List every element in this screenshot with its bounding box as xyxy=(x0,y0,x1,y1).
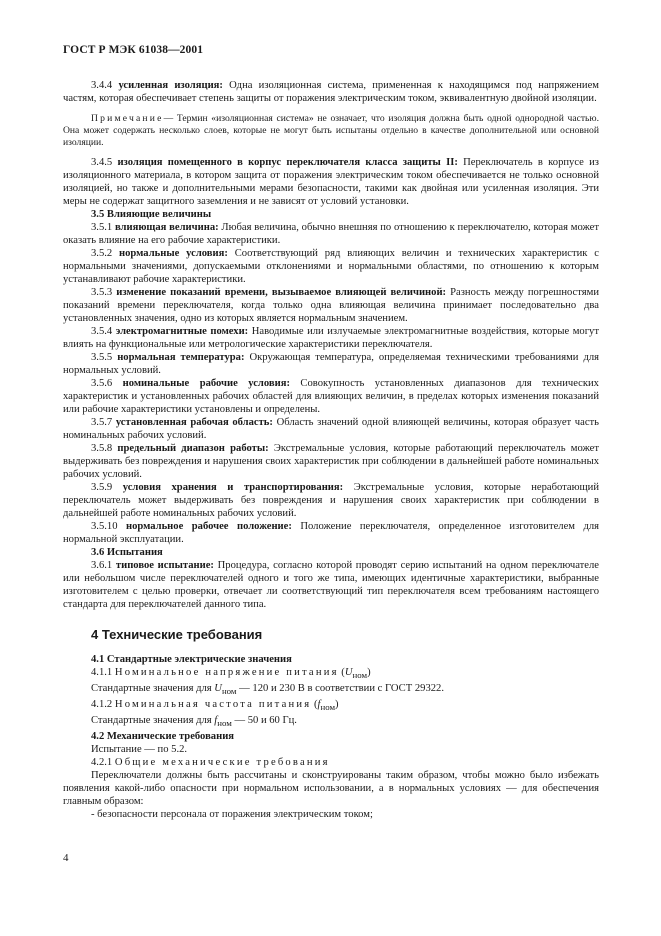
clause-3-5-4: 3.5.4 электромагнитные помехи: Наводимые или излучаемые электромагнитные воздействия, которые могут влиять на функциональные или метрологические характеристики переключателя. xyxy=(63,326,599,350)
document-header: ГОСТ Р МЭК 61038—2001 xyxy=(63,44,204,56)
term: нормальная температура: xyxy=(117,352,245,363)
term: нормальное рабочее положение: xyxy=(125,521,292,532)
term: нормальные условия: xyxy=(119,248,228,259)
term: изменение показаний времени, вызываемое влияющей величиной: xyxy=(116,287,447,298)
clause-4-2-1-title: 4.2.1 Общие механические требования xyxy=(91,757,330,769)
term: условия хранения и транспортирования: xyxy=(122,482,344,493)
document-body xyxy=(63,79,599,821)
clause-3-5-8: 3.5.8 предельный диапазон работы: Экстремальные условия, которые работающий переключатель может выдерживать без повреждения и нарушения своих характеристик при соблюдении в дальнейшей работе номинальных рабочих условий. xyxy=(63,443,599,480)
clause-3-5-5: 3.5.5 нормальная температура: Окружающая температура, определяемая техническими требованиями для нормальных условий. xyxy=(63,352,599,376)
term: номинальные рабочие условия: xyxy=(122,378,290,389)
list-item: - безопасности персонала от поражения электрическим током; xyxy=(91,809,373,821)
clause-3-5-6: 3.5.6 номинальные рабочие условия: Совокупность установленных диапазонов для технических характеристик и установленных рабочих областей для влияющих величин, в пределах которых изменения показаний или рабочие характеристики установлены и определены. xyxy=(63,378,599,415)
term: предельный диапазон работы: xyxy=(117,443,269,454)
section-3-6-heading: 3.6 Испытания xyxy=(91,547,163,558)
term: установленная рабочая область: xyxy=(115,417,273,428)
clause-3-5-3: 3.5.3 изменение показаний времени, вызываемое влияющей величиной: Разность между погрешностями показаний времени переключателя, когда только одна влияющая величина принимает последовательно два установленных значения, одно из которых является нормальным значением. xyxy=(63,287,599,324)
clause-3-5-1: 3.5.1 влияющая величина: Любая величина, обычно внешняя по отношению к переключателю, которая может оказать влияние на его рабочие характеристики. xyxy=(63,222,600,246)
clause-3-5-7: 3.5.7 установленная рабочая область: Область значений одной влияющей величины, которая образует часть номинальных рабочих условий. xyxy=(63,417,599,441)
chapter-4-heading: 4 Технические требования xyxy=(91,627,263,642)
clause-3-6-1: 3.6.1 типовое испытание: Процедура, согласно которой проводят серию испытаний на одном переключателе или небольшом числе переключателей одного и того же типа, имеющих идентичные характеристики, выбранные изготовителем с целью проверки, отвечает ли соответствующий тип переключателя всем требованиям настоящего стандарта для переключателей данного типа. xyxy=(63,560,599,610)
term: изоляция помещенного в корпус переключателя класса защиты II: xyxy=(117,157,458,168)
term: усиленная изоляция: xyxy=(118,80,223,91)
term: электромагнитные помехи: xyxy=(115,326,249,337)
note-label: Примечание xyxy=(91,113,164,124)
clause-4-1-2-values: Стандартные значения для $f_{ном}$ — 50 и 60 Гц. xyxy=(91,715,297,729)
section-3-5-heading: 3.5 Влияющие величины xyxy=(91,209,212,220)
clause-4-1-1-title: 4.1.1 Номинальное напряжение питания $(U_{ном})$ xyxy=(91,667,371,681)
note: Примечание— Термин «изоляционная система» не означает, что изоляция должна быть одной однородной частью. Она может содержать несколько слоев, которые не могут быть испытаны отдельно в качестве дополнительной или основной изоляции. xyxy=(63,113,599,148)
section-4-1-heading: 4.1 Стандартные электрические значения xyxy=(91,654,292,665)
clause-4-1-2-title: 4.1.2 Номинальная частота питания $(f_{ном})$ xyxy=(91,699,339,713)
clause-4-1-1-values: Стандартные значения для $U_{ном}$ — 120 и 230 В в соответствии с ГОСТ 29322. xyxy=(91,683,444,697)
clause-3-4-5: 3.4.5 изоляция помещенного в корпус переключателя класса защиты II: Переключатель в корпусе из изоляционного материала, в котором защита от поражения электрическим током обеспечивается не только основной изоляцией, но также и дополнительными мерами безопасности, такими как двойная или усиленная изоляция. Эти меры не содержат защитного заземления и не зависят от условий установки. xyxy=(63,157,599,207)
clause-3-5-9: 3.5.9 условия хранения и транспортирования: Экстремальные условия, которые неработающий переключатель может выдерживать без повреждения и нарушения своих характеристик при соблюдении в дальнейшей работе номинальных рабочих условий. xyxy=(63,482,600,519)
term: влияющая величина: xyxy=(114,222,219,233)
term: типовое испытание: xyxy=(115,560,214,571)
page-number: 4 xyxy=(63,852,69,864)
clause-3-5-2: 3.5.2 нормальные условия: Соответствующий ряд влияющих величин и технических характеристик с нормальными значениями, допускаемыми отклонениями и нормальными областями, по отношению к которым устанавливают рабочие характеристики. xyxy=(63,248,599,285)
section-4-2-heading: 4.2 Механические требования xyxy=(91,731,235,743)
clause-4-2-1-text: Переключатели должны быть рассчитаны и сконструированы таким образом, чтобы можно было избежать появления какой-либо опасности при нормальном использовании, а в нормальных условиях — для обеспечения главным образом: xyxy=(63,770,599,808)
clause-3-4-4: 3.4.4 усиленная изоляция: Одна изоляционная система, примененная к находящимся под напряжением частям, которая обеспечивает степень защиты от поражения электрическим током, эквивалентную двойной изоляции. xyxy=(63,80,599,104)
section-4-2-test: Испытание — по 5.2. xyxy=(91,744,188,756)
clause-3-5-10: 3.5.10 нормальное рабочее положение: Положение переключателя, определенное изготовителем для нормальной эксплуатации. xyxy=(63,521,599,545)
